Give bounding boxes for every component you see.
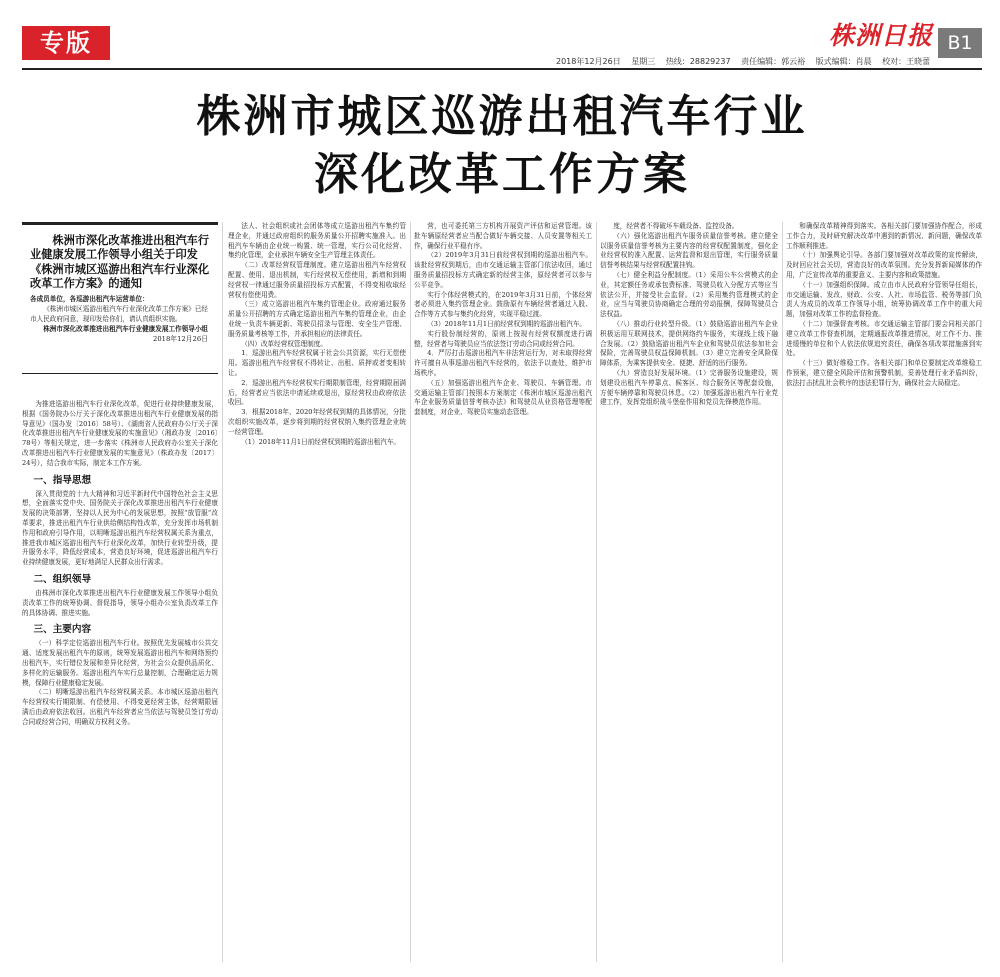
notice-box: [22, 222, 218, 374]
text-column-4: [600, 222, 778, 962]
body-paragraph: 度，经营者不得破坏车载设备、监控设备。: [613, 222, 739, 230]
body-paragraph: 4．严厉打击巡游出租汽车非法营运行为，对未取得经营许可擅自从事巡游出租汽车经营的，依法予以查处，维护市场秩序。: [414, 349, 592, 377]
body-paragraph: （七）健全利益分配制度。（1）采用公车公营模式的企业，其定额任务或承包费标准、驾驶员收入分配方式等应当依法公开，并接受社会监督。（2）采用集约管理模式的企业，应当与驾驶员协商确定合理的劳动报酬，保障驾驶员合法权益。: [600, 270, 778, 319]
notice-title: 株洲市深化改革推进出租汽车行业健康发展工作领导小组关于印发《株洲市城区巡游出租汽车行业深化改革工作方案》的通知: [30, 233, 210, 291]
body-paragraph: （三）成立巡游出租汽车集约管理企业。政府通过服务质量公开招聘的方式确定巡游出租汽车集约管理企业，由企业统一负责车辆更新、驾驶员招录与管理、安全生产管理、服务质量考核等工作，并承担相应的法律责任。: [228, 300, 406, 338]
body-paragraph: （十）加强舆论引导。各部门要加强对改革政策的宣传解读，及时回应社会关切，营造良好的改革氛围。充分发挥新闻媒体的作用，广泛宣传改革的重要意义、主要内容和政策措施。: [786, 251, 982, 279]
body-paragraph: 实行股份制经营的，原则上按现有经营权额度进行调整，经营者与驾驶员应当依法签订劳动合同或经营合同。: [414, 329, 592, 348]
text-column-1: [22, 400, 218, 962]
body-paragraph: （四）改革经营权管理制度。: [241, 339, 327, 348]
newspaper-logo: 株洲日报: [828, 21, 933, 50]
masthead: [0, 0, 1000, 66]
page-headline: [22, 88, 982, 204]
headline-line-2: 深化改革工作方案: [314, 149, 690, 200]
body-paragraph: （3）2018年11月1日前经营权到期的巡游出租汽车。: [427, 319, 587, 328]
page-number: B1: [938, 28, 982, 58]
column-divider: [222, 222, 223, 962]
meta-date: 2018年12月26日: [556, 57, 621, 66]
body-paragraph: 营，也可委托第三方机构开展资产评估和运营管理。该批车辆原经营者应当配合做好车辆交接、人员安置等相关工作，确保行业平稳有序。: [414, 222, 592, 250]
meta-proofreader: 校对：王晓蕾: [882, 57, 931, 66]
masthead-rule: [22, 68, 982, 70]
body-paragraph: （1）2018年11月1日前经营权到期的巡游出租汽车。: [241, 437, 401, 446]
section-heading: 三、主要内容: [33, 624, 92, 636]
text-column-2: [228, 222, 406, 962]
body-paragraph: 实行个体经营模式的，在2019年3月31日前，个体经营者必须进入集约管理企业。鼓励原有车辆经营者通过入股、合作等方式参与集约化经营，实现平稳过渡。: [414, 290, 592, 319]
body-paragraph: （十一）加强组织保障。成立由市人民政府分管领导任组长，市交通运输、发改、财政、公安、人社、市场监管、税务等部门负责人为成员的改革工作领导小组，统筹协调改革工作中的重大问题，加强对改革工作的监督检查。: [786, 280, 982, 319]
notice-recipients: 各成员单位，各巡游出租汽车运营单位：: [30, 294, 149, 303]
body-paragraph: （2）2019年3月31日前经营权到期的巡游出租汽车。该批经营权到期后，由市交通运输主管部门依法收回，通过服务质量招投标方式确定新的经营主体，原经营者可以参与公平竞争。: [414, 251, 592, 289]
body-paragraph: 3．根据2018年、2020年经营权到期的具体情况，分批次组织实施改革，逐步将到期的经营权纳入集约管理企业统一经营管理。: [228, 408, 406, 436]
section-heading: 一、指导思想: [33, 474, 92, 486]
body-paragraph: （五）加强巡游出租汽车企业、驾驶员、车辆管理。市交通运输主管部门按照本方案制定《株洲市城区巡游出租汽车企业服务质量信誉考核办法》和驾驶员从业资格管理等配套制度，对企业、驾驶员实施动态管理。: [414, 378, 592, 417]
section-tag: 专版: [22, 26, 110, 60]
notice-date: 2018年12月26日: [153, 334, 208, 343]
meta-layout-editor: 版式编辑：肖晨: [815, 57, 872, 66]
column-divider: [596, 222, 597, 962]
body-paragraph: （一）科学定位巡游出租汽车行业。按照优先发展城市公共交通、适度发展出租汽车的原则，统筹发展巡游出租汽车和网络预约出租汽车，实行错位发展和差异化经营，为社会公众提供品质化、多样化的运输服务。巡游出租汽车实行总量控制，合理确定运力规模，保障行业健康稳定发展。: [22, 639, 218, 687]
body-paragraph: 和确保改革精神得到落实。各相关部门要加强协作配合，形成工作合力，及时研究解决改革中遇到的新情况、新问题，确保改革工作顺利推进。: [786, 222, 982, 250]
body-paragraph: （二）改革经营权管理制度。建立巡游出租汽车经营权配置、使用、退出机制，实行经营权无偿使用，新增和到期经营权一律通过服务质量招投标方式配置，不得变相收取经营权有偿使用费。: [228, 261, 406, 299]
body-paragraph: 2．巡游出租汽车经营权实行期限制管理，经营期限届满后，经营者应当依法申请延续或退出，原经营权由政府依法收回。: [228, 378, 406, 407]
text-column-3: [414, 222, 592, 962]
body-paragraph: （十三）做好维稳工作。各相关部门和单位要制定改革维稳工作预案，建立健全风险评估和预警机制，妥善处理行业矛盾纠纷，依法打击扰乱社会秩序的违法犯罪行为，确保社会大局稳定。: [786, 359, 982, 387]
body-paragraph: 为推进巡游出租汽车行业深化改革，促进行业持续健康发展，根据《国务院办公厅关于深化改革推进出租汽车行业健康发展的指导意见》（国办发〔2016〕58号）、《湖南省人民政府办公厅关于深化改革推进出租汽车行业健康发展的实施意见》（湘政办发〔2016〕78号）等相关规定，进一步落实《株洲市人民政府办公室关于深化改革推进出租汽车行业健康发展的实施意见》（株政办发〔2017〕24号），结合我市实际，制定本工作方案。: [22, 400, 218, 467]
body-paragraph: 深入贯彻党的十九大精神和习近平新时代中国特色社会主义思想，全面落实党中央、国务院关于深化改革推进出租汽车行业健康发展的决策部署，坚持以人民为中心的发展思想，按照“放管服”改革要求，推进出租汽车行业供给侧结构性改革，充分发挥市场机制作用和政府引导作用，以明晰巡游出租汽车经营权属关系为重点，推进我市城区巡游出租汽车行业深化改革，加快行业转型升级，提升服务水平，降低经营成本，营造良好环境，促进巡游出租汽车行业持续健康发展，更好地满足人民群众出行需求。: [22, 489, 218, 567]
section-heading: 二、组织领导: [33, 573, 92, 585]
meta-hotline: 热线：28829237: [665, 57, 731, 66]
body-paragraph: 由株洲市深化改革推进出租汽车行业健康发展工作领导小组负责改革工作的统筹协调、督促指导，领导小组办公室负责改革工作的具体协调、推进实施。: [22, 588, 218, 617]
body-paragraph: （九）营造良好发展环境。（1）完善服务设施建设，规划建设出租汽车停靠点、候客区、综合服务区等配套设施，方便车辆停靠和驾驶员休息。（2）加强巡游出租汽车行业党建工作，发挥党组织战斗堡垒作用和党员先锋模范作用。: [600, 368, 778, 407]
masthead-meta: [556, 56, 936, 68]
body-paragraph: 法人、社会组织或社会团体等成立巡游出租汽车集约管理企业，并通过政府组织的服务质量公开招聘实施准入。出租汽车车辆由企业统一购置、统一管理，实行公司化经营、集约化管理，企业承担车辆安全生产管理主体责任。: [228, 222, 406, 260]
notice-body: 《株洲市城区巡游出租汽车行业深化改革工作方案》已经市人民政府同意，现印发给你们，请认真组织实施。: [30, 304, 209, 323]
body-paragraph: （二）明晰巡游出租汽车经营权属关系。本市城区巡游出租汽车经营权实行期限制、有偿使用、不得变更经营主体，经营期限届满后由政府依法收回。出租汽车经营者应当依法与驾驶员签订劳动合同或经营合同，明确双方权利义务。: [22, 688, 218, 726]
text-column-5: [786, 222, 982, 962]
body-paragraph: 1．巡游出租汽车经营权属于社会公共资源，实行无偿使用。巡游出租汽车经营权不得转让、出租、质押或者变相转让。: [228, 349, 406, 377]
column-divider: [410, 222, 411, 962]
meta-weekday: 星期三: [631, 57, 656, 66]
body-paragraph: （六）强化巡游出租汽车服务质量信誉考核。建立健全以服务质量信誉考核为主要内容的经营权配置制度，强化企业经营权的准入配置、运营监督和退出管理，实行服务质量信誉考核结果与经营权配置挂钩。: [600, 231, 778, 270]
headline-line-1: 株洲市城区巡游出租汽车行业: [196, 91, 808, 142]
meta-editor: 责任编辑：郭云裕: [741, 57, 806, 66]
notice-issuer: 株洲市深化改革推进出租汽车行业健康发展工作领导小组: [43, 324, 209, 333]
body-paragraph: （八）推动行业转型升级。（1）鼓励巡游出租汽车企业积极运用互联网技术，提供网络约车服务，实现线上线下融合发展。（2）鼓励巡游出租汽车企业和驾驶员依法参加社会保险，完善驾驶员权益保障机制。（3）建立完善安全风险保障体系，为乘客提供安全、便捷、舒适的出行服务。: [600, 319, 778, 368]
column-divider: [782, 222, 783, 962]
body-paragraph: （十二）加强督查考核。市交通运输主管部门要会同相关部门建立改革工作督查机制，定期通报改革推进情况，对工作不力、推进缓慢的单位和个人依法依规追究责任，确保各项改革措施落到实处。: [786, 319, 982, 358]
